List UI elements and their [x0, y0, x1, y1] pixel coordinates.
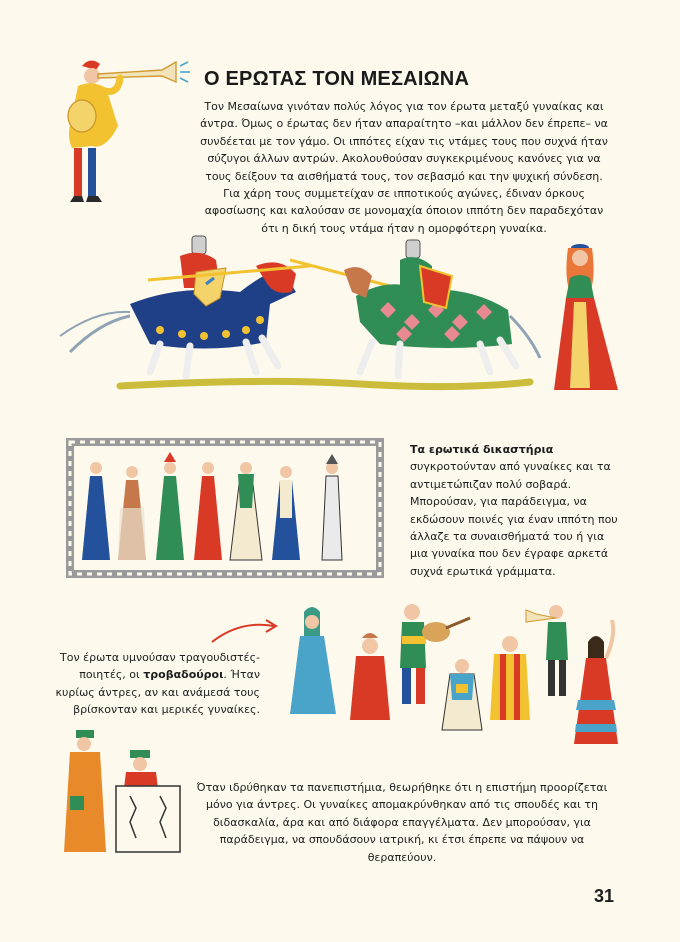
jousting-knights-illustration — [60, 226, 540, 398]
page-title: Ο ΕΡΩΤΑΣ ΤΟΝ ΜΕΣΑΙΩΝΑ — [204, 68, 470, 90]
troubadours-text-post: . Ήταν κυρίως άντρες, αν και ανάμεσά τους βρίσκονταν και μερικές γυναίκες. — [55, 668, 260, 717]
arrow-icon — [210, 618, 280, 648]
courts-of-love-term: Τα ερωτικά δικαστήρια — [410, 443, 554, 456]
university-paragraph: Όταν ιδρύθηκαν τα πανεπιστήμια, θεωρήθηκε ότι η επιστήμη προορίζεται μόνο για άντρες. Οι γυναίκες απομακρύνθηκαν από τις σπουδές και τη διδασκαλία, άρα και από διάφορα επαγγέλματα. Δεν μπορούσαν, για παράδειγμα, να σπουδάσουν ιατρική, κι έτσι έπρεπε να πάψουν να θεραπεύουν. — [196, 781, 608, 864]
courts-of-love-paragraph — [410, 441, 622, 580]
troubadours-paragraph — [40, 649, 260, 719]
intro-paragraph: Τον Μεσαίωνα γινόταν πολύς λόγος για τον έρωτα μεταξύ γυναίκας και άντρα. Όμως ο έρωτας δεν ήταν απαραίτητο –και μάλλον δεν έπρεπε– να συνδέεται με τον γάμο. Οι ιππότες είχαν τις ντάμες τους που συχνά ήταν σύζυγοι άλλων αντρών. Ακολουθούσαν συγκεκριμένους κανόνες για να τους δείξουν τα αισθήματά τους, τον σεβασμό και την ψυχική σύνδεση. Για χάρη τους συμμετείχαν σε ιπποτικούς αγώνες, έδιναν όρκους αφοσίωσης και καλούσαν σε μονομαχία όποιον ιππότη δεν παραδεχόταν ότι η δική τους ντάμα ήταν η ομορφότερη γυναίκα. — [200, 100, 608, 235]
court-of-love-women-illustration — [66, 438, 384, 578]
troubadours-text-pre: Τον έρωτα υμνούσαν τραγουδιστές-ποιητές, οι — [60, 651, 260, 682]
courts-of-love-text: συγκροτούνταν από γυναίκες και τα αντιμετώπιζαν πολύ σοβαρά. Μπορούσαν, για παράδειγμα, να εκδώσουν ποινές για έναν ιππότη που άλλαζε τα συναισθήματά του ή για μια γυναίκα που δεν έγραφε αρκετά συχνά ερωτικά γράμματα. — [410, 460, 618, 578]
troubadours-group-illustration — [286, 596, 622, 752]
page-number: 31 — [593, 886, 614, 906]
herald-with-trumpet-illustration — [62, 56, 202, 220]
lady-in-red-gown-illustration — [550, 238, 624, 394]
university-scholars-illustration — [60, 728, 184, 856]
troubadours-term: τροβαδούροι — [143, 668, 224, 682]
